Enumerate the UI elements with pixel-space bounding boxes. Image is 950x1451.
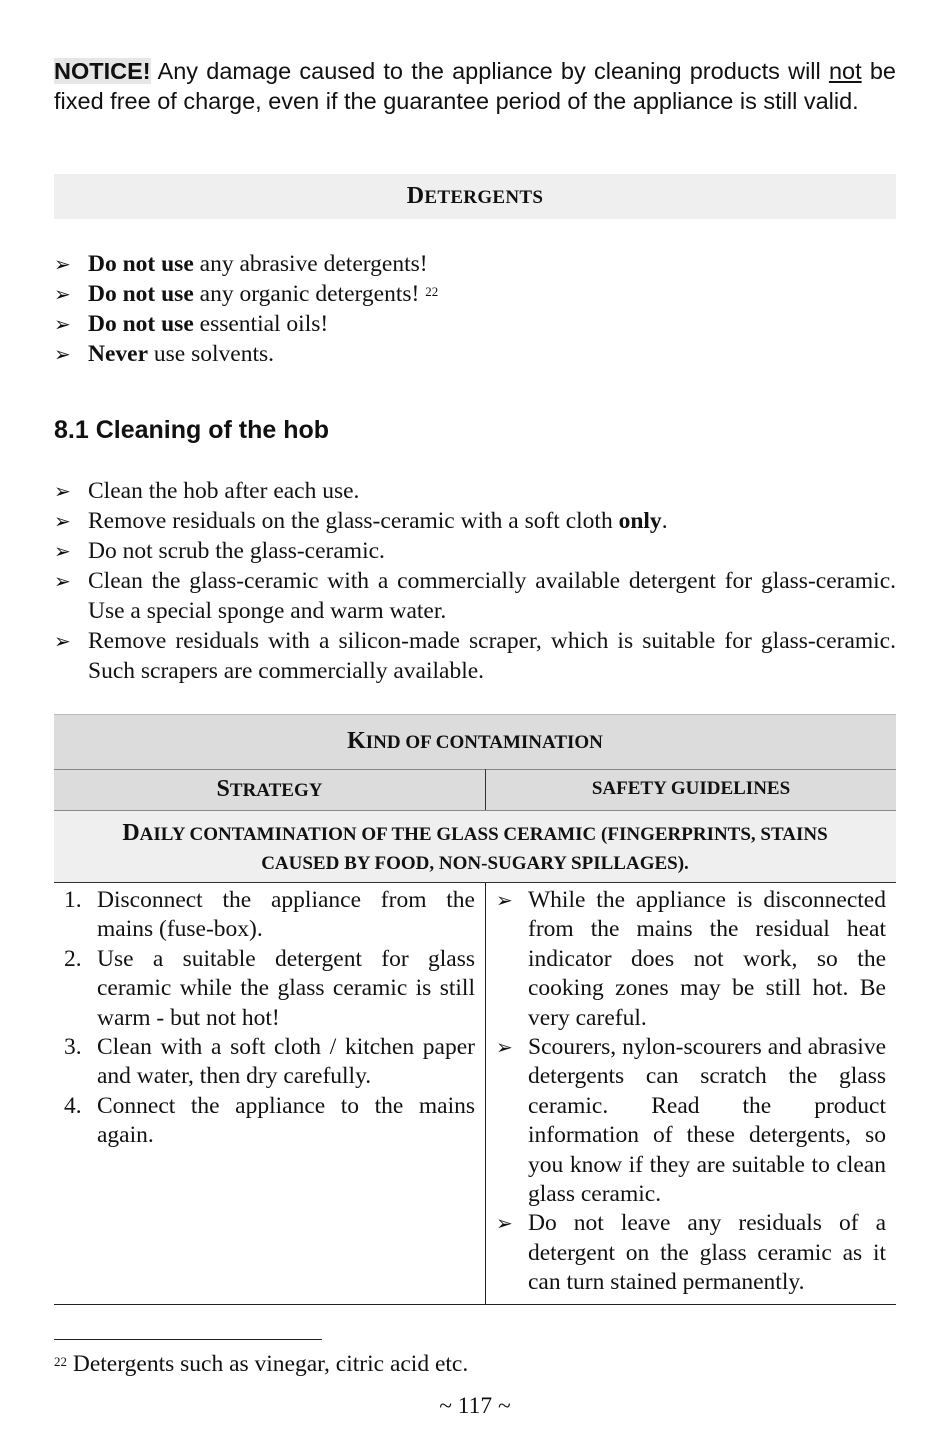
safety-cell [486,883,897,1305]
item-bold: Do not use [88,311,194,337]
hob-cleaning-list [54,476,896,686]
item-bold: Do not use [88,251,194,277]
guideline-text: While the appliance is disconnected from the mains the residual heat indicator does not work, so the cooking zones may be still hot. Be very careful. [528,887,886,1031]
page-number: ~ 117 ~ [439,1393,511,1419]
item-bold: Never [88,341,149,367]
arrow-bullet-icon: ➢ [54,252,71,276]
list-item [54,536,896,566]
item-text: any organic detergents! [193,281,426,307]
list-item [54,309,896,339]
strategy-rest: TRATEGY [229,780,323,801]
arrow-bullet-icon: ➢ [54,479,71,503]
column-header-safety: SAFETY GUIDELINES [486,770,897,811]
step-item [54,1092,475,1151]
arrow-bullet-icon: ➢ [496,888,513,912]
item-text: Do not scrub the glass-ceramic. [88,538,385,564]
detergents-list [54,249,896,369]
arrow-bullet-icon: ➢ [54,509,71,533]
table-title-initial: K [347,728,366,754]
section-heading: 8.1 Cleaning of the hob [54,416,330,444]
item-text: Clean the hob after each use. [88,478,360,504]
footnote-mark: 22 [54,1354,67,1369]
guideline-item [496,1209,886,1297]
item-text: Remove residuals on the glass-ceramic with a soft cloth [88,508,619,534]
step-text: Clean with a soft cloth / kitchen paper and water, then dry carefully. [97,1034,475,1090]
list-item [54,249,896,279]
item-text: use solvents. [148,341,274,367]
step-item [54,945,475,1033]
contamination-type-row [54,811,896,883]
step-text: Disconnect the appliance from the mains (fuse-box). [97,887,475,943]
item-text-after: . [661,508,668,534]
arrow-bullet-icon: ➢ [496,1211,513,1236]
notice-text-before: Any damage caused to the appliance by cleaning products will [150,58,829,84]
arrow-bullet-icon: ➢ [54,569,71,593]
column-header-strategy [54,770,486,811]
step-number: 4. [64,1092,82,1119]
list-item [54,506,896,536]
footnote-reference: 22 [425,284,439,299]
guideline-item [496,1033,886,1209]
notice-underlined-word: not [828,58,862,84]
guideline-item [496,886,886,1033]
arrow-bullet-icon: ➢ [54,282,71,306]
notice-paragraph [54,56,896,116]
step-item [54,1033,475,1092]
detergents-heading-rest: ETERGENTS [424,187,544,208]
notice-text-after: be fixed free of charge, even if the guarantee period of the appliance is still valid. [54,58,896,114]
list-item [54,279,896,309]
item-text: Remove residuals with a silicon-made scraper, which is suitable for glass-ceramic. Such scrapers are commercially available. [88,628,896,684]
list-item [54,626,896,686]
step-number: 1. [64,887,82,913]
list-item [54,566,896,626]
item-bold: Do not use [88,281,194,307]
daily-line2: CAUSED BY FOOD, NON-SUGARY SPILLAGES). [261,853,689,874]
contamination-table [54,714,896,1305]
arrow-bullet-icon: ➢ [54,312,71,336]
footnote [54,1349,468,1379]
footnote-separator [54,1339,322,1340]
strategy-steps [54,886,475,1151]
step-item [54,886,475,945]
footnote-text: Detergents such as vinegar, citric acid etc. [67,1351,469,1377]
arrow-bullet-icon: ➢ [54,629,71,653]
strategy-initial: S [216,776,230,802]
table-title [54,715,896,770]
step-number: 2. [64,945,82,972]
daily-initial: D [122,820,140,846]
item-bold: only [618,508,662,534]
strategy-cell [54,883,486,1305]
item-text: essential oils! [193,311,329,337]
notice-label: NOTICE! [54,58,151,84]
list-item [54,339,896,369]
safety-guidelines-list [496,886,886,1298]
step-text: Use a suitable detergent for glass ceramic while the glass ceramic is still warm - but not hot! [97,945,475,1031]
detergents-heading [54,174,896,219]
step-text: Connect the appliance to the mains again. [97,1092,475,1149]
guideline-text: Scourers, nylon-scourers and abrasive detergents can scratch the glass ceramic. Read the product information of these detergents, so you know if they are suitable to clean glass ceramic. [528,1034,886,1208]
arrow-bullet-icon: ➢ [54,539,71,563]
arrow-bullet-icon: ➢ [496,1035,513,1060]
list-item [54,476,896,506]
step-number: 3. [64,1034,82,1061]
guideline-text: Do not leave any residuals of a detergent on the glass ceramic as it can turn stained permanently. [528,1210,886,1296]
table-title-rest: IND OF CONTAMINATION [365,732,603,753]
item-text: any abrasive detergents! [193,251,428,277]
item-text: Clean the glass-ceramic with a commercially available detergent for glass-ceramic. Use a special sponge and warm water. [88,568,896,624]
detergents-heading-initial: D [406,183,425,209]
daily-line1: AILY CONTAMINATION OF THE GLASS CERAMIC (FINGERPRINTS, STAINS [139,824,828,845]
arrow-bullet-icon: ➢ [54,342,71,366]
